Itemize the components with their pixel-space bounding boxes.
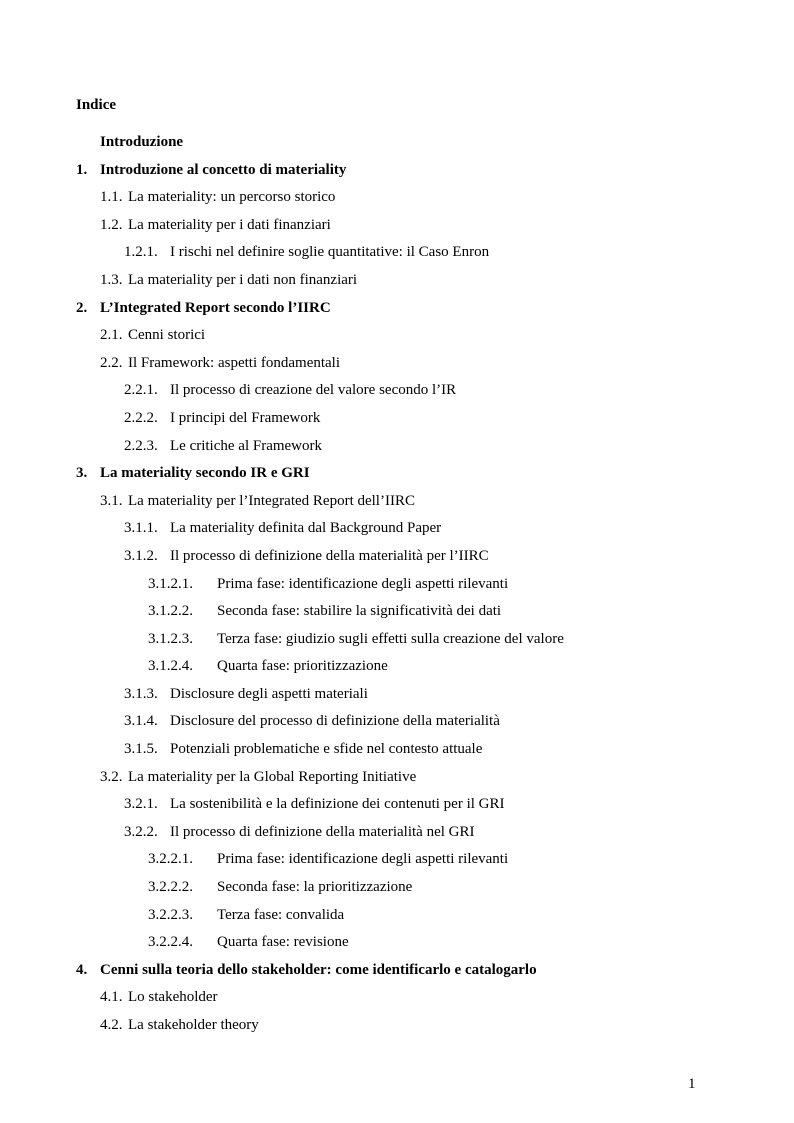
toc-entry-number: 1. [76, 161, 88, 178]
toc-entry-title: Disclosure del processo di definizione della materialità [170, 713, 500, 730]
toc-entry-title: Prima fase: identificazione degli aspetti rilevanti [217, 851, 509, 868]
toc-entry-title: Introduzione [100, 134, 184, 150]
toc-entry [0, 1015, 794, 1043]
toc-entry-number: 3.2.1. [124, 796, 158, 813]
toc-entry [0, 132, 794, 160]
toc-entry [0, 960, 794, 988]
toc-entry [0, 822, 794, 850]
toc-entry [0, 794, 794, 822]
toc-entry-title: Il Framework: aspetti fondamentali [128, 354, 341, 371]
toc-entry-number: 3. [76, 465, 88, 482]
toc-entry [0, 711, 794, 739]
toc-heading: Indice [76, 97, 117, 113]
toc-entry-number: 1.2.1. [124, 244, 158, 261]
toc-entry-number: 3.1.2.4. [148, 658, 193, 675]
toc-entry-number: 3.1. [100, 492, 123, 509]
toc-entry [0, 463, 794, 491]
toc-entry-title: I rischi nel definire soglie quantitative: il Caso Enron [170, 244, 490, 261]
toc-entry [0, 187, 794, 215]
toc-entry [0, 739, 794, 767]
toc-entry-title: Il processo di creazione del valore secondo l’IR [170, 382, 457, 399]
toc-entry-title: La materiality secondo IR e GRI [100, 465, 310, 482]
toc-entry-title: Le critiche al Framework [170, 437, 323, 454]
toc-entry-number: 1.1. [100, 189, 123, 206]
toc-entry-title: La stakeholder theory [128, 1017, 259, 1033]
toc-entry [0, 601, 794, 629]
toc-entry-title: Cenni sulla teoria dello stakeholder: come identificarlo e catalogarlo [100, 961, 537, 978]
toc-entry-title: Introduzione al concetto di materiality [100, 161, 347, 178]
toc-entry-title: Quarta fase: prioritizzazione [217, 658, 388, 675]
toc-entry [0, 684, 794, 712]
toc-entry-number: 2.2.3. [124, 437, 158, 454]
toc-entry-title: La sostenibilità e la definizione dei contenuti per il GRI [170, 796, 505, 813]
toc-entry-number: 3.1.2. [124, 547, 158, 564]
toc-entry [0, 574, 794, 602]
toc-entry [0, 767, 794, 795]
table-of-contents [0, 132, 794, 1043]
toc-entry-title: Seconda fase: la prioritizzazione [217, 879, 413, 896]
toc-entry-number: 3.2.2.2. [148, 879, 193, 896]
toc-entry-title: Prima fase: identificazione degli aspetti rilevanti [217, 575, 509, 592]
toc-entry-number: 1.3. [100, 271, 123, 288]
toc-entry-title: Seconda fase: stabilire la significatività dei dati [217, 603, 502, 620]
page-number: 1 [688, 1076, 696, 1092]
toc-entry [0, 932, 794, 960]
toc-entry-number: 3.1.5. [124, 741, 158, 758]
toc-entry-title: Il processo di definizione della materialità per l’IIRC [170, 547, 489, 564]
toc-entry [0, 518, 794, 546]
toc-entry-number: 3.2.2.3. [148, 906, 193, 923]
toc-entry-number: 4.2. [100, 1017, 123, 1033]
toc-entry-title: Disclosure degli aspetti materiali [170, 685, 368, 702]
toc-entry-number: 3.1.2.1. [148, 575, 193, 592]
toc-entry-number: 2.2.2. [124, 409, 158, 426]
toc-entry-title: Quarta fase: revisione [217, 934, 349, 951]
toc-entry-title: La materiality per i dati finanziari [128, 216, 331, 233]
toc-entry-number: 3.1.2.2. [148, 603, 193, 620]
toc-entry-title: Lo stakeholder [128, 989, 218, 1006]
toc-entry [0, 270, 794, 298]
toc-entry-number: 3.2.2.1. [148, 851, 193, 868]
toc-entry-number: 3.1.3. [124, 685, 158, 702]
toc-entry [0, 546, 794, 574]
toc-entry [0, 656, 794, 684]
toc-entry-title: Terza fase: convalida [217, 906, 345, 923]
toc-entry-number: 4. [76, 961, 88, 978]
toc-entry-number: 2.2. [100, 354, 123, 371]
toc-entry [0, 849, 794, 877]
toc-entry-number: 1.2. [100, 216, 123, 233]
toc-entry-number: 4.1. [100, 989, 123, 1006]
toc-entry-title: La materiality definita dal Background Paper [170, 520, 442, 537]
toc-entry-title: Potenziali problematiche e sfide nel contesto attuale [170, 741, 483, 758]
toc-entry-number: 2.1. [100, 327, 123, 344]
toc-entry [0, 905, 794, 933]
toc-entry-number: 3.2.2. [124, 823, 158, 840]
toc-entry [0, 436, 794, 464]
toc-entry-number: 3.1.1. [124, 520, 158, 537]
toc-entry [0, 160, 794, 188]
toc-entry-number: 3.1.2.3. [148, 630, 193, 647]
toc-entry [0, 877, 794, 905]
toc-entry-number: 2. [76, 299, 88, 316]
toc-entry [0, 987, 794, 1015]
toc-entry-title: I principi del Framework [170, 409, 321, 426]
toc-entry [0, 298, 794, 326]
toc-entry [0, 215, 794, 243]
toc-entry-number: 3.1.4. [124, 713, 158, 730]
toc-entry [0, 242, 794, 270]
toc-entry-number: 2.2.1. [124, 382, 158, 399]
toc-entry-title: La materiality per l’Integrated Report dell’IIRC [128, 492, 415, 509]
toc-entry-number: 3.2.2.4. [148, 934, 193, 951]
toc-entry-title: L’Integrated Report secondo l’IIRC [100, 299, 331, 316]
toc-entry [0, 629, 794, 657]
toc-entry [0, 491, 794, 519]
toc-entry-number: 3.2. [100, 768, 123, 785]
toc-entry [0, 353, 794, 381]
toc-entry-title: Cenni storici [128, 327, 206, 344]
toc-entry [0, 325, 794, 353]
toc-entry-title: La materiality per la Global Reporting Initiative [128, 768, 417, 785]
toc-entry-title: Il processo di definizione della materialità nel GRI [170, 823, 475, 840]
toc-entry [0, 380, 794, 408]
toc-entry [0, 408, 794, 436]
toc-entry-title: La materiality per i dati non finanziari [128, 271, 358, 288]
toc-entry-title: Terza fase: giudizio sugli effetti sulla creazione del valore [217, 630, 564, 647]
toc-entry-title: La materiality: un percorso storico [128, 189, 336, 206]
